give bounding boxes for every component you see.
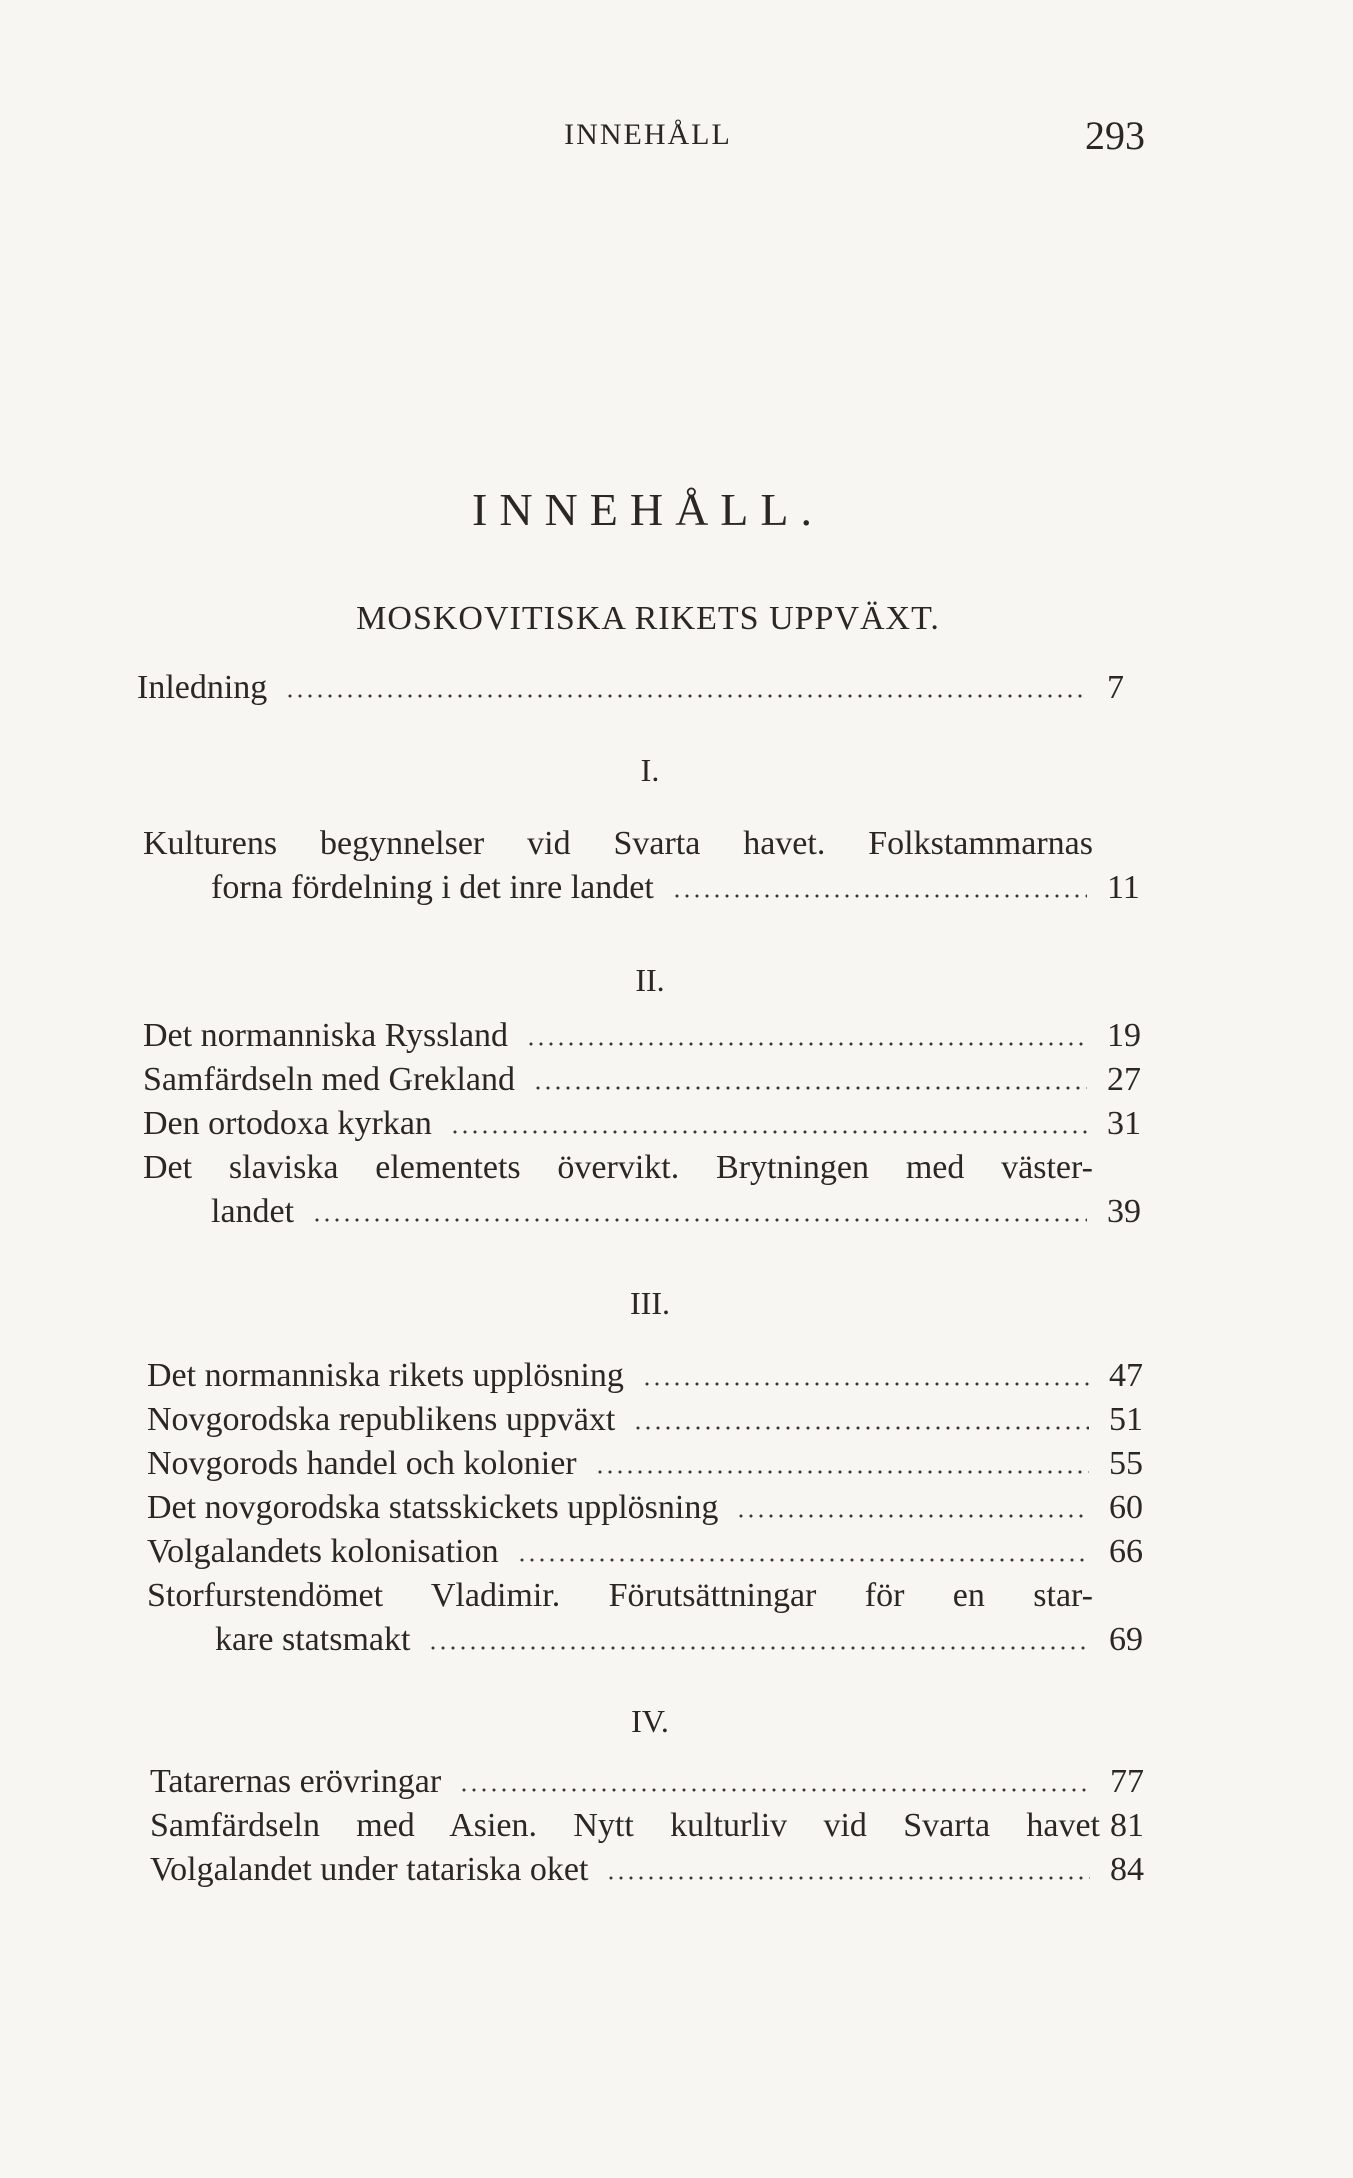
toc-entry-title-line2: kare statsmakt [215,1621,411,1658]
toc-entry-title: Volgalandet under tatariska oket [150,1851,589,1888]
dot-leader [526,1042,1087,1046]
toc-entry-page: 31 [1107,1105,1141,1142]
page-number: 293 [1085,113,1145,158]
toc-entry-title: Samfärdseln med Grekland [143,1061,515,1098]
toc-entry-title: Den ortodoxa kyrkan [143,1105,432,1142]
dot-leader [633,1426,1089,1430]
toc-entry [150,1848,1162,1892]
toc-entry-title-line1: Kulturens begynnelser vid Svarta havet. Folkstammarnas [143,825,1093,862]
section-numeral-2: II. [635,962,665,998]
toc-entry-page: 11 [1107,869,1140,906]
dot-leader [450,1130,1087,1134]
toc-entry [147,1486,1161,1530]
toc-entry-title: Samfärdseln med Asien. Nytt kulturliv vid Svarta havet [150,1807,1100,1844]
dot-leader [428,1646,1089,1650]
toc-entry [150,1804,1162,1848]
toc-entry [147,1442,1161,1486]
toc-entry-title: Novgorodska republikens uppväxt [147,1401,616,1438]
toc-entry [147,1398,1161,1442]
section-numeral-3: III. [630,1285,670,1321]
toc-entry [143,822,1159,910]
toc-entry [143,1058,1159,1102]
toc-entry-title: Tatarernas erövringar [150,1763,442,1800]
dot-leader [285,694,1087,698]
toc-entry [143,1146,1159,1234]
toc-entry-intro [137,666,1159,710]
toc-entry-page: 51 [1109,1401,1143,1438]
toc-entry-title-line1: Det slaviska elementets övervikt. Brytningen med väster- [143,1149,1093,1186]
toc-entry-title: Det normanniska Ryssland [143,1017,509,1054]
toc-entry-page: 19 [1107,1017,1141,1054]
page-title: INNEHÅLL. [472,484,824,535]
dot-leader [606,1876,1090,1880]
toc-entry-page: 60 [1109,1489,1143,1526]
toc-entry-title: Inledning [137,669,268,706]
part-title: MOSKOVITISKA RIKETS UPPVÄXT. [356,600,940,637]
toc-entry-page: 77 [1110,1763,1144,1800]
toc-entry-page: 47 [1109,1357,1143,1394]
toc-entry-page: 7 [1107,669,1124,706]
dot-leader [517,1558,1089,1562]
toc-entry [147,1574,1161,1662]
dot-leader [672,894,1087,898]
toc-entry-page: 69 [1109,1621,1143,1658]
dot-leader [595,1470,1089,1474]
toc-entry-page: 27 [1107,1061,1141,1098]
toc-entry-page: 55 [1109,1445,1143,1482]
toc-entry-title: Novgorods handel och kolonier [147,1445,577,1482]
toc-entry-title-line2: landet [211,1193,295,1230]
dot-leader [459,1788,1090,1792]
toc-entry-page: 84 [1110,1851,1144,1888]
toc-entry-title: Det novgorodska statsskickets upplösning [147,1489,719,1526]
dot-leader [642,1382,1089,1386]
dot-leader [736,1514,1089,1518]
toc-entry-page: 66 [1109,1533,1143,1570]
toc-entry [147,1354,1161,1398]
toc-entry-title-line1: Storfurstendömet Vladimir. Förutsättningar för en star- [147,1577,1093,1614]
running-head: INNEHÅLL [564,118,732,151]
toc-entry-page: 81 [1110,1807,1144,1844]
dot-leader [533,1086,1087,1090]
toc-entry-title-line2: forna fördelning i det inre landet [211,869,654,906]
toc-entry [143,1102,1159,1146]
dot-leader [312,1218,1087,1222]
toc-entry-title: Det normanniska rikets upplösning [147,1357,624,1394]
toc-entry [147,1530,1161,1574]
toc-entry [143,1014,1159,1058]
toc-entry [150,1760,1162,1804]
section-numeral-1: I. [640,752,660,788]
section-numeral-4: IV. [631,1703,669,1739]
toc-entry-page: 39 [1107,1193,1141,1230]
toc-entry-title: Volgalandets kolonisation [147,1533,499,1570]
